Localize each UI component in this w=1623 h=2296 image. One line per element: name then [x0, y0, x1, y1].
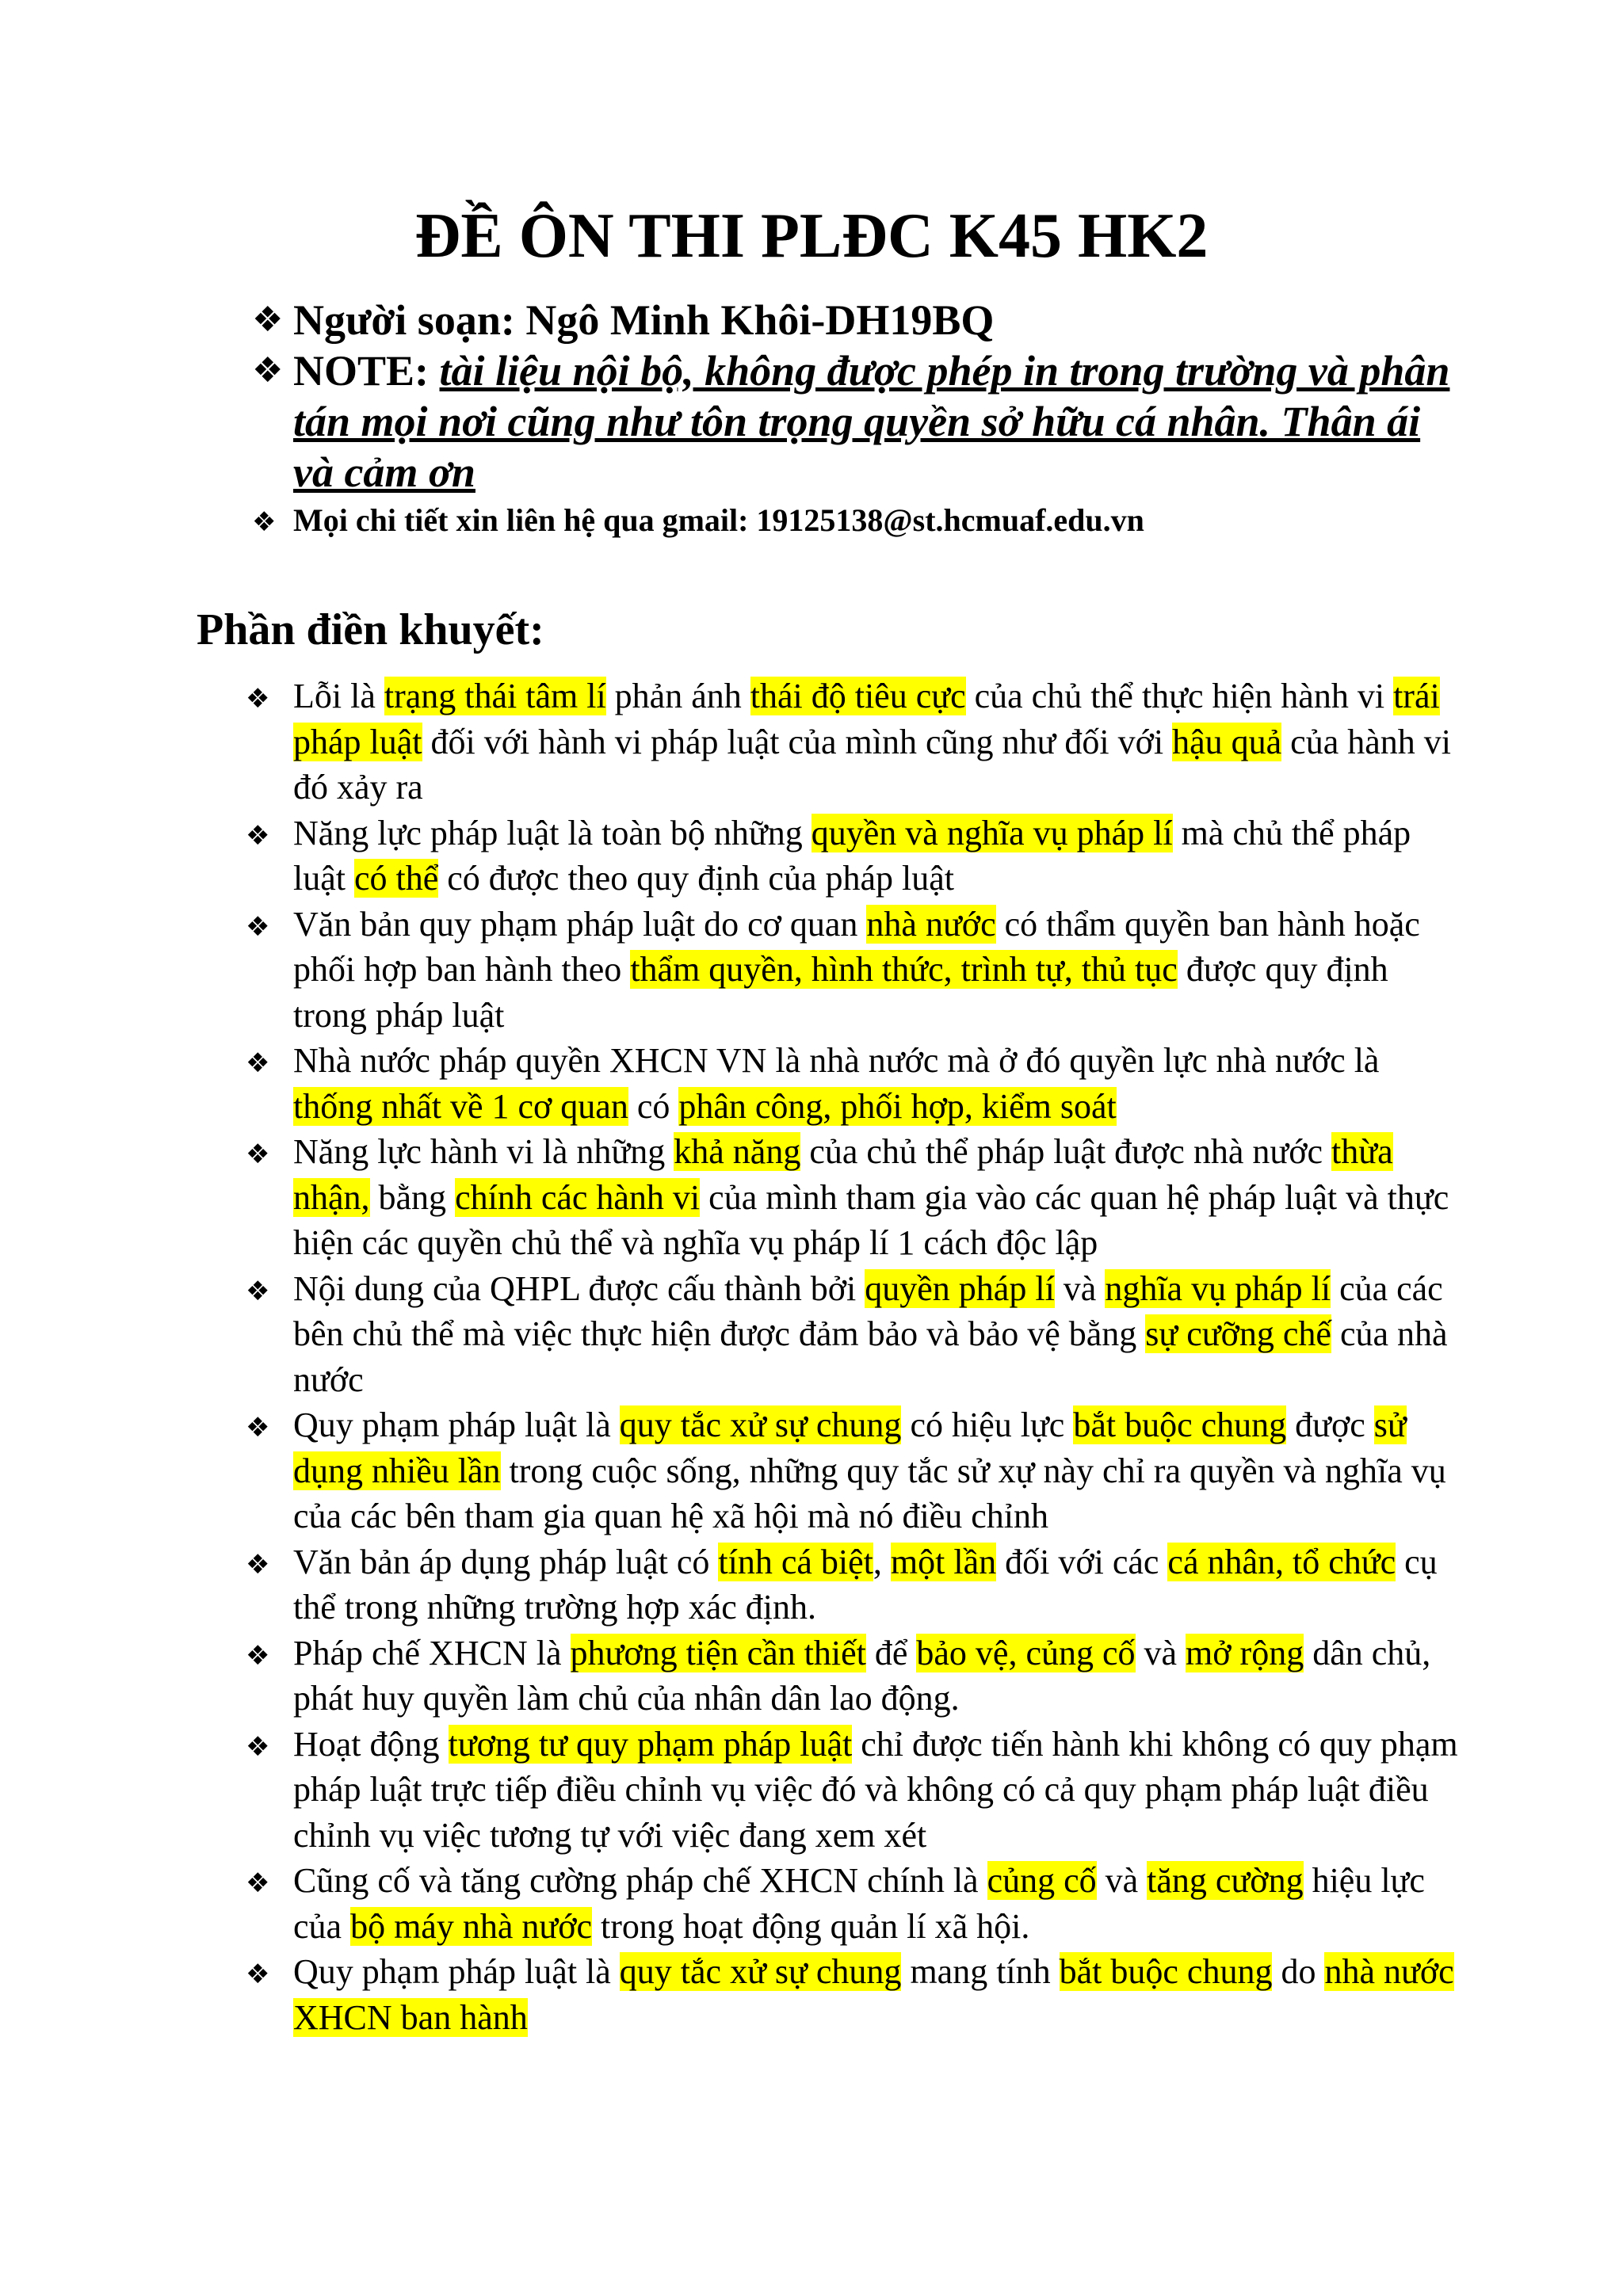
item-text: của mình tham gia vào các quan hệ pháp luật và thực hiện các quyền chủ thể và nghĩa vụ pháp lí 1 cách độc lập: [293, 1177, 1449, 1262]
highlighted-answer: một lần: [890, 1542, 997, 1581]
highlighted-answer: nghĩa vụ pháp lí: [1105, 1268, 1331, 1308]
item-text: Văn bản quy phạm pháp luật do cơ quan: [293, 904, 867, 944]
highlighted-answer: nhà nước XHCN ban hành: [293, 1952, 1454, 2037]
item-text: hiệu lực của: [293, 1861, 1425, 1946]
highlighted-answer: trạng thái tâm lí: [384, 677, 606, 715]
item-text: của chủ thể thực hiện hành vi: [965, 677, 1394, 715]
item-text: được: [1286, 1405, 1374, 1444]
item-text: có hiệu lực: [901, 1405, 1074, 1444]
note-line: [252, 345, 1457, 498]
highlighted-answer: thẩm quyền, hình thức, trình tự, thủ tục: [630, 950, 1178, 989]
list-item: [246, 1722, 1466, 1859]
highlighted-answer: quy tắc xử sự chung: [619, 1952, 902, 1991]
author-line: [252, 295, 1457, 345]
highlighted-answer: bắt buộc chung: [1073, 1405, 1287, 1444]
item-text: ,: [873, 1542, 891, 1581]
highlighted-answer: trái pháp luật: [293, 677, 1440, 761]
list-item: [246, 1630, 1466, 1722]
diamond-bullet-icon: ❖: [246, 1867, 270, 1899]
item-text: phản ánh: [605, 677, 750, 715]
highlighted-answer: bộ máy nhà nước: [350, 1906, 592, 1946]
item-text: trong hoạt động quản lí xã hội.: [592, 1906, 1030, 1946]
item-text: để: [865, 1633, 917, 1672]
item-text: được quy định trong pháp luật: [293, 950, 1388, 1035]
item-text: Pháp chế XHCN là: [293, 1633, 571, 1672]
diamond-bullet-icon: ❖: [246, 910, 270, 943]
item-text: do: [1272, 1952, 1325, 1991]
highlighted-answer: tương tư quy phạm pháp luật: [448, 1724, 853, 1764]
item-text: Cũng cố và tăng cường pháp chế XHCN chính là: [293, 1861, 987, 1900]
highlighted-answer: nhà nước: [866, 904, 996, 944]
note-label: NOTE:: [293, 347, 440, 395]
diamond-bullet-icon: ❖: [246, 1138, 270, 1170]
item-text: dân chủ, phát huy quyền làm chủ của nhân dân lao động.: [293, 1633, 1431, 1718]
item-text: và: [1054, 1268, 1106, 1308]
item-text: và: [1135, 1633, 1186, 1672]
item-text: của chủ thể pháp luật được nhà nước: [800, 1132, 1331, 1171]
item-text: và: [1096, 1861, 1148, 1900]
highlighted-answer: sự cưỡng chế: [1145, 1314, 1331, 1353]
highlighted-answer: tính cá biệt: [718, 1542, 873, 1581]
diamond-bullet-icon: ❖: [246, 1730, 270, 1763]
contact-line: [252, 501, 1457, 540]
item-text: chỉ được tiến hành khi không có quy phạm pháp luật trực tiếp điều chỉnh vụ việc đó và không có cả quy phạm pháp luật điều chỉnh vụ việc tương tự với việc đang xem xét: [293, 1724, 1458, 1855]
item-text: Văn bản áp dụng pháp luật có: [293, 1542, 719, 1581]
item-text: mà chủ thể pháp luật: [293, 813, 1411, 898]
diamond-bullet-icon: ❖: [246, 1548, 270, 1581]
highlighted-answer: bảo vệ, củng cố: [916, 1633, 1136, 1672]
diamond-bullet-icon: ❖: [252, 350, 284, 391]
highlighted-answer: quyền pháp lí: [865, 1268, 1055, 1308]
list-item: [246, 1402, 1466, 1539]
highlighted-answer: quy tắc xử sự chung: [619, 1405, 902, 1444]
author-text: Người soạn: Ngô Minh Khôi-DH19BQ: [293, 296, 995, 344]
list-item: [246, 673, 1466, 810]
item-text: Nhà nước pháp quyền XHCN VN là nhà nước mà ở đó quyền lực nhà nước là: [293, 1041, 1380, 1080]
item-text: đối với các: [996, 1542, 1168, 1581]
highlighted-answer: thái độ tiêu cực: [750, 677, 966, 715]
item-text: Quy phạm pháp luật là: [293, 1952, 620, 1991]
item-text: Hoạt động: [293, 1724, 449, 1764]
item-text: Năng lực hành vi là những: [293, 1132, 674, 1171]
highlighted-answer: mở rộng: [1186, 1633, 1304, 1672]
list-item: [246, 810, 1466, 902]
highlighted-answer: có thể: [353, 859, 439, 898]
note-text: tài liệu nội bộ, không được phép in trong trường và phân tán mọi nơi cũng như tôn trọng quyền sở hữu cá nhân. Thân ái và cảm ơn: [293, 347, 1450, 496]
highlighted-answer: tăng cường: [1147, 1861, 1304, 1900]
highlighted-answer: cá nhân, tổ chức: [1167, 1542, 1396, 1581]
item-text: đối với hành vi pháp luật của mình cũng như đối với: [422, 722, 1173, 761]
item-text: của hành vi đó xảy ra: [293, 722, 1451, 807]
list-item: [246, 1858, 1466, 1949]
highlighted-answer: thừa nhận,: [293, 1132, 1393, 1217]
list-item: [246, 1266, 1466, 1403]
highlighted-answer: phương tiện cần thiết: [570, 1633, 866, 1672]
list-item: [246, 1949, 1466, 2040]
highlighted-answer: phân công, phối hợp, kiểm soát: [678, 1086, 1117, 1126]
diamond-bullet-icon: ❖: [246, 683, 270, 715]
diamond-bullet-icon: ❖: [252, 506, 277, 538]
item-text: có: [628, 1086, 679, 1126]
diamond-bullet-icon: ❖: [246, 1639, 270, 1672]
contact-text: Mọi chi tiết xin liên hệ qua gmail: 19125138@st.hcmuaf.edu.vn: [293, 502, 1144, 538]
highlighted-answer: khả năng: [674, 1132, 801, 1171]
item-text: Nội dung của QHPL được cấu thành bởi: [293, 1268, 865, 1308]
item-text: của các bên chủ thể mà việc thực hiện được đảm bảo và bảo vệ bằng: [293, 1268, 1443, 1353]
item-text: cụ thể trong những trường hợp xác định.: [293, 1542, 1438, 1627]
diamond-bullet-icon: ❖: [252, 299, 284, 340]
highlighted-answer: sử dụng nhiều lần: [293, 1405, 1407, 1490]
diamond-bullet-icon: ❖: [246, 1958, 270, 1990]
item-text: mang tính: [901, 1952, 1060, 1991]
highlighted-answer: chính các hành vi: [455, 1177, 701, 1217]
item-text: bằng: [369, 1177, 456, 1217]
list-item: [246, 1129, 1466, 1266]
diamond-bullet-icon: ❖: [246, 819, 270, 852]
highlighted-answer: củng cố: [987, 1861, 1097, 1900]
section-title: Phần điền khuyết:: [197, 605, 544, 654]
diamond-bullet-icon: ❖: [246, 1275, 270, 1307]
list-item: [246, 1038, 1466, 1129]
item-text: Năng lực pháp luật là toàn bộ những: [293, 813, 812, 852]
fill-in-list: [246, 673, 1466, 2040]
list-item: [246, 902, 1466, 1039]
diamond-bullet-icon: ❖: [246, 1047, 270, 1079]
diamond-bullet-icon: ❖: [246, 1412, 270, 1444]
item-text: Quy phạm pháp luật là: [293, 1405, 620, 1444]
item-text: của nhà nước: [293, 1314, 1448, 1399]
item-text: trong cuộc sống, những quy tắc sử xự này chỉ ra quyền và nghĩa vụ của các bên tham gia quan hệ xã hội mà nó điều chỉnh: [293, 1451, 1446, 1535]
highlighted-answer: quyền và nghĩa vụ pháp lí: [811, 813, 1173, 852]
highlighted-answer: thống nhất về 1 cơ quan: [293, 1086, 628, 1126]
highlighted-answer: hậu quả: [1172, 722, 1282, 761]
highlighted-answer: bắt buộc chung: [1059, 1952, 1273, 1991]
document-title: ĐỀ ÔN THI PLĐC K45 HK2: [414, 201, 1209, 271]
item-text: Lỗi là: [293, 677, 384, 715]
item-text: có được theo quy định của pháp luật: [438, 859, 954, 898]
header-notes: [252, 295, 1457, 540]
item-text: có thẩm quyền ban hành hoặc phối hợp ban hành theo: [293, 904, 1420, 989]
list-item: [246, 1539, 1466, 1630]
